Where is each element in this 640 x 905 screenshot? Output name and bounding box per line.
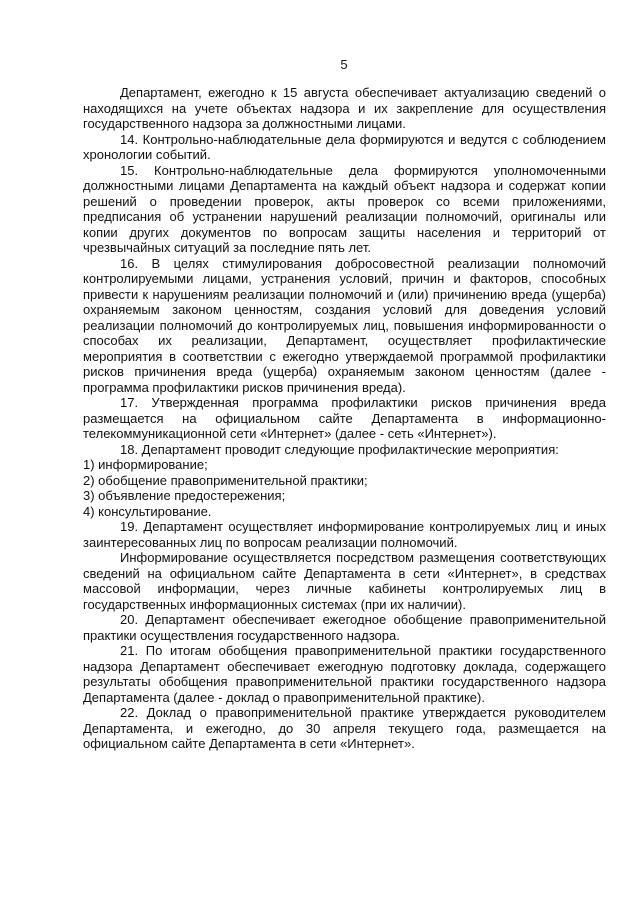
paragraph-14: 14. Контрольно-наблюдательные дела формируются и ведутся с соблюдением хронологии событий. [83,131,606,162]
document-body [83,85,606,752]
paragraph-18: 18. Департамент проводит следующие профилактические мероприятия: [120,441,559,457]
paragraph-20: 20. Департамент обеспечивает ежегодное обобщение правоприменительной практики осуществления государственного надзора. [83,612,606,643]
page-number: 5 [340,57,348,72]
paragraph-15: 15. Контрольно-наблюдательные дела формируются уполномоченными должностными лицами Департамента на каждый объект надзора и содержат копии решений о проведении проверок, акты проверок со всеми приложениями, предписания об устранении нарушений реализации полномочий, оригиналы или копии других документов по вопросам защиты населения и территорий от чрезвычайных ситуаций за последние пять лет. [83,162,606,255]
list-item: 2) обобщение правоприменительной практики; [83,472,368,488]
paragraph-17: 17. Утвержденная программа профилактики рисков причинения вреда размещается на официальном сайте Департамента в информационно-телекоммуникационной сети «Интернет» (далее - сеть «Интернет»). [83,395,606,441]
list-item: 1) информирование; [83,457,208,472]
list-item: 4) консультирование. [83,503,212,519]
list-item: 3) объявление предостережения; [83,488,286,503]
paragraph-19-informing: Информирование осуществляется посредством размещения соответствующих сведений на официальном сайте Департамента в сети «Интернет», в средствах массовой информации, через личные кабинеты контролируемых лиц в государственных информационных системах (при их наличии). [83,550,606,612]
paragraph-22: 22. Доклад о правоприменительной практике утверждается руководителем Департамента, и ежегодно, до 30 апреля текущего года, размещается на официальном сайте Департамента в сети «Интернет». [83,705,606,751]
paragraph-16: 16. В целях стимулирования добросовестной реализации полномочий контролируемыми лицами, устранения условий, причин и факторов, способных привести к нарушениям реализации полномочий и (или) причинению вреда (ущерба) охраняемым законом ценностям, создания условий для доведения условий реализации полномочий до контролируемых лиц, повышения информированности о способах их реализации, Департамент, осуществляет профилактические мероприятия в соответствии с ежегодно утверждаемой программой профилактики рисков причинения вреда (ущерба) охраняемым законом ценностям (далее - программа профилактики рисков причинения вреда). [83,255,606,395]
paragraph-continuation: Департамент, ежегодно к 15 августа обеспечивает актуализацию сведений о находящихся на учете объектах надзора и их закрепление для осуществления государственного надзора за должностными лицами. [83,85,606,131]
paragraph-21: 21. По итогам обобщения правоприменительной практики государственного надзора Департамент обеспечивает ежегодную подготовку доклада, содержащего результаты обобщения правоприменительной практики государственного надзора Департамента (далее - доклад о правоприменительной практике). [83,643,606,705]
paragraph-19: 19. Департамент осуществляет информирование контролируемых лиц и иных заинтересованных лиц по вопросам реализации полномочий. [83,519,606,550]
